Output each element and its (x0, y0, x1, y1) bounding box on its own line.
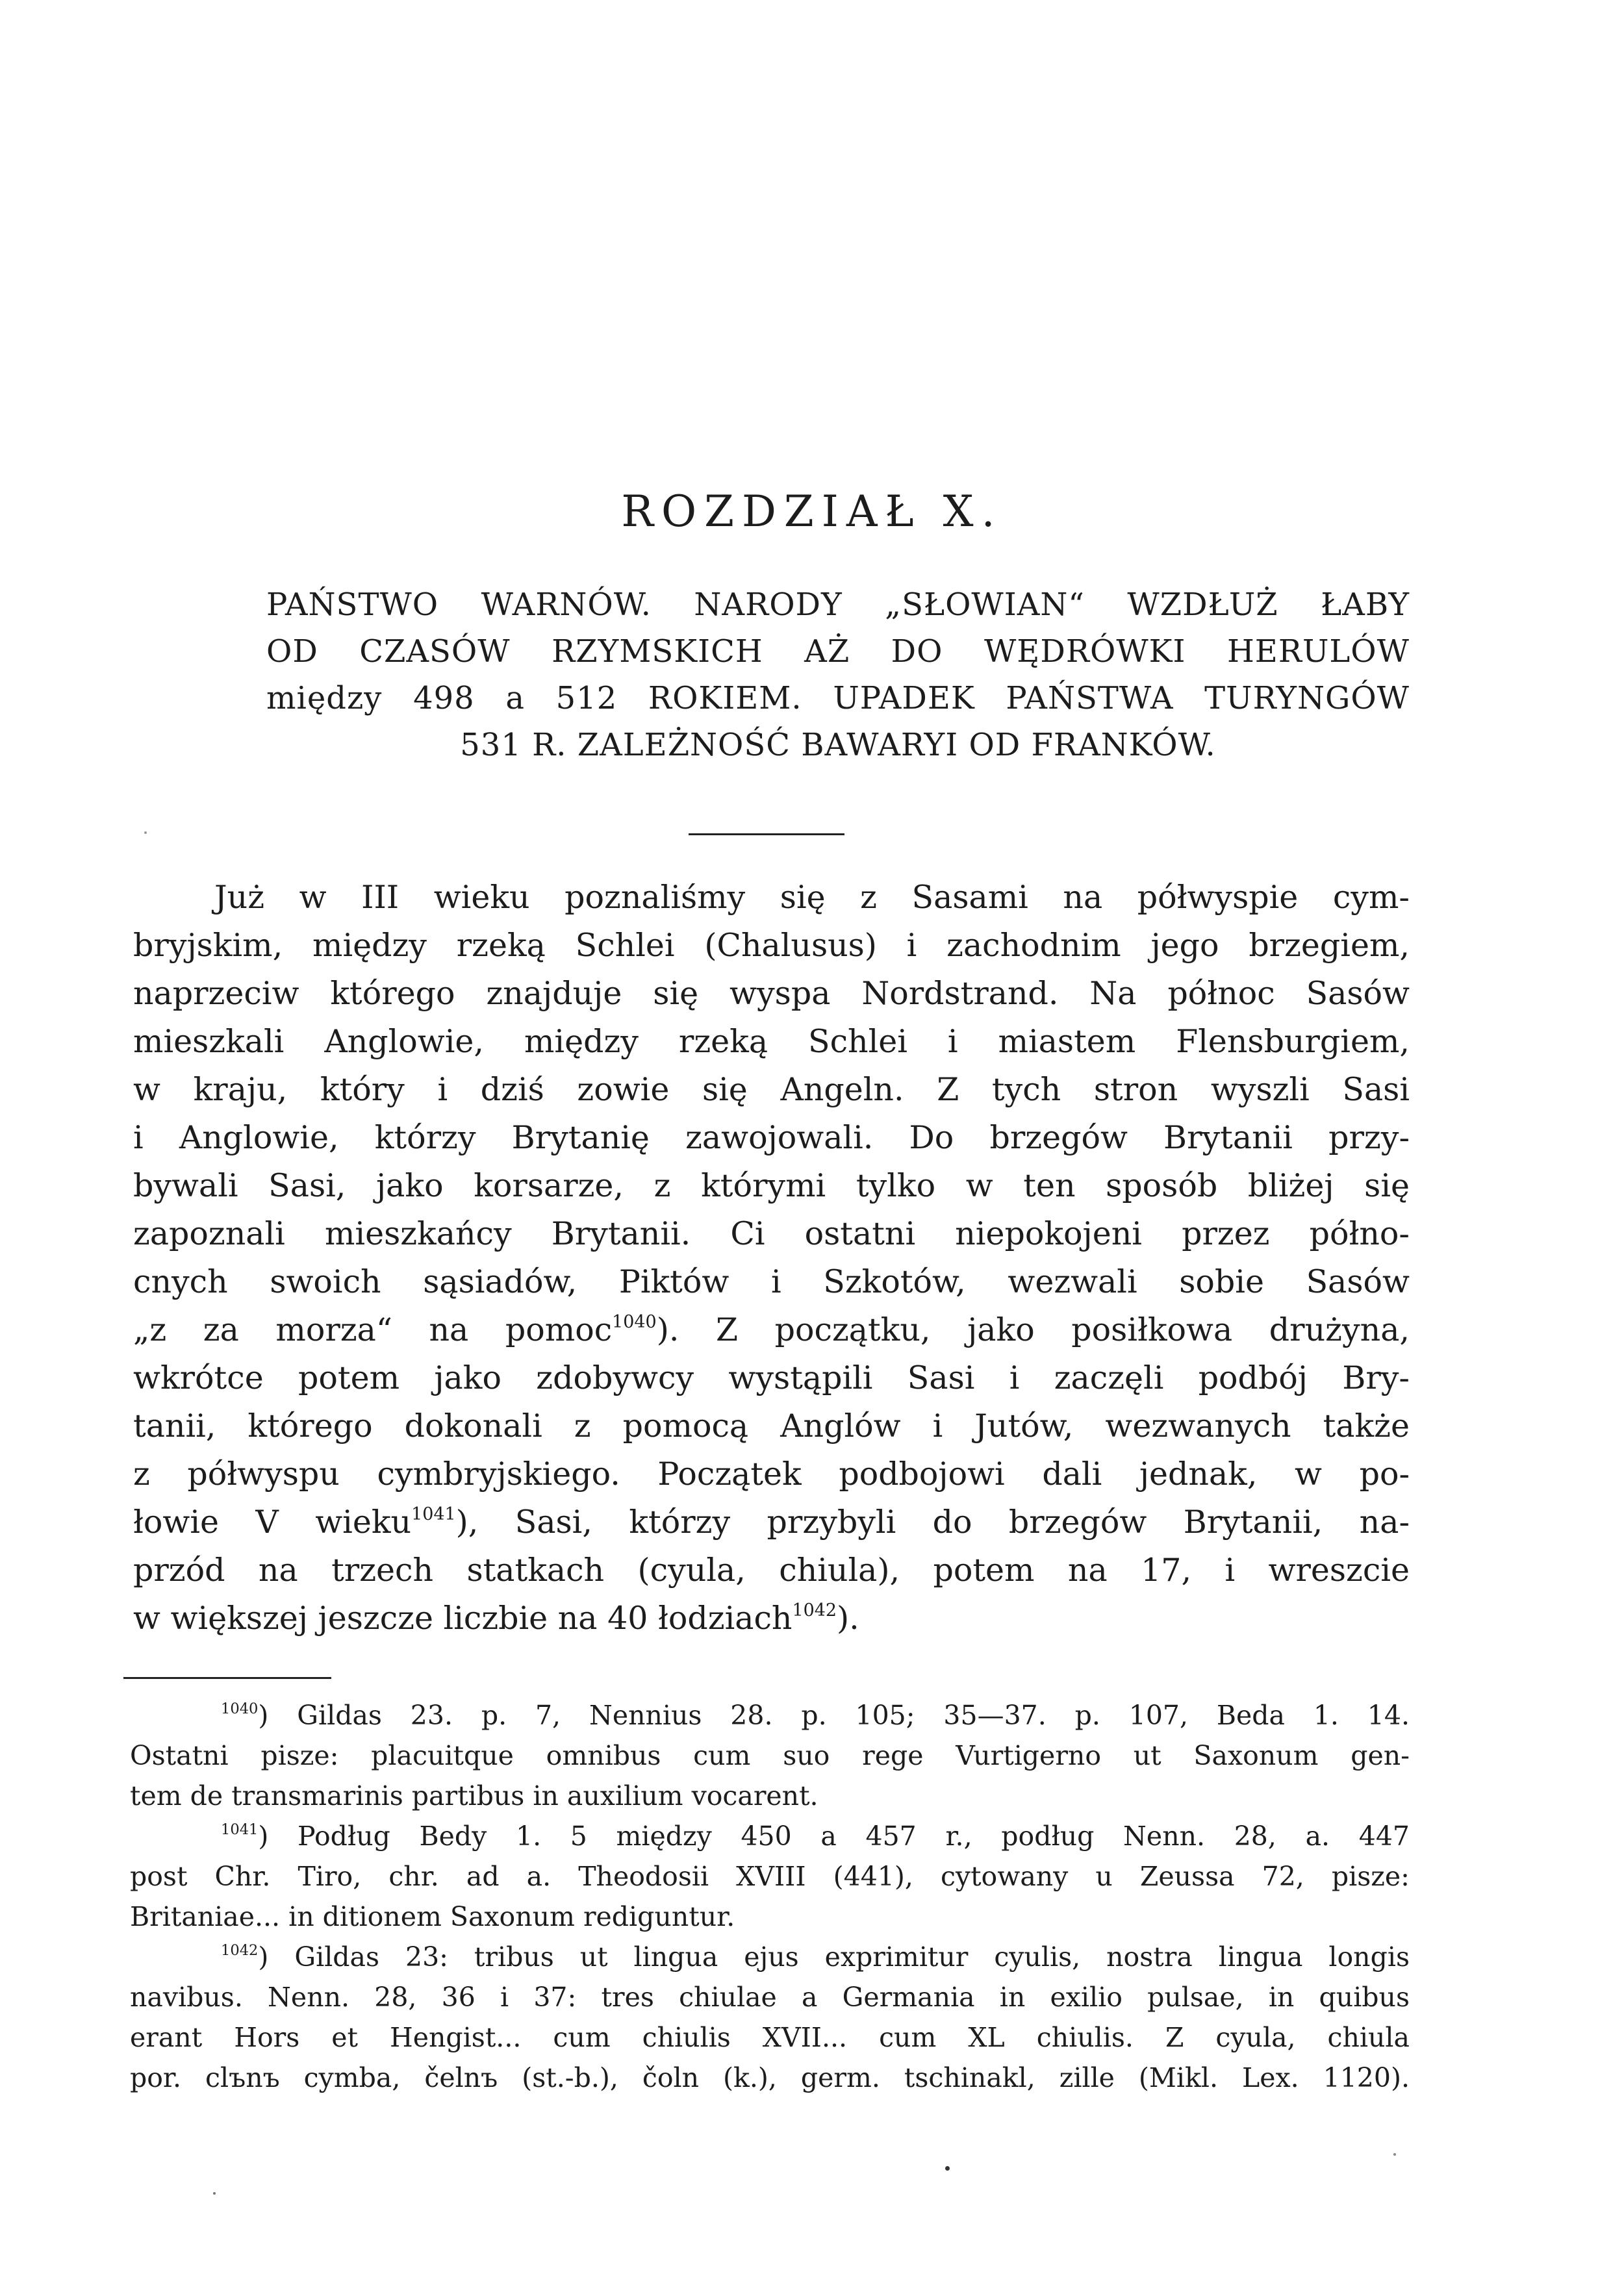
chapter-title: ROZDZIAŁ X. (621, 486, 1003, 536)
ink-speck (1393, 2153, 1396, 2156)
body-line: bryjskim, między rzeką Schlei (Chalusus) i zachodnim jego brzegiem, (133, 927, 1410, 964)
body-line: tanii, którego dokonali z pomocą Anglów i Jutów, wezwanych także (133, 1407, 1410, 1444)
ink-speck (213, 2192, 216, 2195)
body-line (133, 1306, 1410, 1354)
footnote-marker: 1042 (221, 1942, 259, 1960)
footnote-marker: 1041 (221, 1821, 259, 1839)
body-line: bywali Sasi, jako korsarze, z którymi tylko w ten sposób bliżej się (133, 1167, 1410, 1204)
footnote-line: por. clъnъ cymba, čelnъ (st.-b.), čoln (k.), germ. tschinakl, zille (Mikl. Lex. 1120). (130, 2062, 1410, 2093)
footnote-line: Ostatni pisze: placuitque omnibus cum suo rege Vurtigerno ut Saxonum gen- (130, 1740, 1410, 1771)
body-line: wkrótce potem jako zdobywcy wystąpili Sasi i zaczęli podbój Bry- (133, 1359, 1410, 1396)
body-line: przód na trzech statkach (cyula, chiula), potem na 17, i wreszcie (133, 1552, 1410, 1589)
body-text-segment: ), Sasi, którzy przybyli do brzegów Brytanii, na- (455, 1504, 1410, 1541)
subtitle-line: 531 R. ZALEŻNOŚĆ BAWARYI OD FRANKÓW. (460, 727, 1216, 763)
footnote-reference: 1042 (792, 1600, 837, 1621)
footnote-text: ) Gildas 23. p. 7, Nennius 28. p. 105; 35—37. p. 107, Beda 1. 14. (258, 1700, 1410, 1731)
body-paragraph (133, 874, 1410, 1643)
body-line: mieszkali Anglowie, między rzeką Schlei i miastem Flensburgiem, (133, 1023, 1410, 1060)
footnote-divider (123, 1677, 331, 1679)
footnote-text: ) Podług Bedy 1. 5 między 450 a 457 r., podług Nenn. 28, a. 447 (258, 1821, 1410, 1852)
subtitle-line: OD CZASÓW RZYMSKICH AŻ DO WĘDRÓWKI HERULÓW (266, 633, 1410, 670)
ink-speck (144, 831, 147, 834)
body-line: i Anglowie, którzy Brytanię zawojowali. Do brzegów Brytanii przy- (133, 1119, 1410, 1156)
body-text-segment: ). Z początku, jako posiłkowa drużyna, (656, 1311, 1410, 1348)
footnote-line: erant Hors et Hengist... cum chiulis XVII... cum XL chiulis. Z cyula, chiula (130, 2022, 1410, 2053)
body-text-segment: „z za morza“ na pomoc (133, 1311, 613, 1348)
ink-speck (945, 2166, 950, 2171)
body-line: z półwyspu cymbryjskiego. Początek podbojowi dali jednak, w po- (133, 1456, 1410, 1493)
chapter-subtitle (266, 581, 1410, 768)
footnote-line (130, 1937, 1410, 1977)
footnote-text: ) Gildas 23: tribus ut lingua ejus exprimitur cyulis, nostra lingua longis (258, 1941, 1410, 1973)
footnote-line: post Chr. Tiro, chr. ad a. Theodosii XVIII (441), cytowany u Zeussa 72, pisze: (130, 1861, 1410, 1892)
body-text-segment: łowie V wieku (133, 1504, 412, 1541)
body-line: w kraju, który i dziś zowie się Angeln. Z tych stron wyszli Sasi (133, 1071, 1410, 1108)
body-line: cnych swoich sąsiadów, Piktów i Szkotów, wezwali sobie Sasów (133, 1263, 1410, 1300)
footnote-marker: 1040 (221, 1700, 259, 1718)
footnote-line: tem de transmarinis partibus in auxilium vocarent. (130, 1780, 818, 1811)
title-divider (689, 833, 844, 835)
subtitle-line: PAŃSTWO WARNÓW. NARODY „SŁOWIAN“ WZDŁUŻ ŁABY (266, 587, 1410, 623)
footnote-reference: 1041 (411, 1504, 456, 1524)
body-text-segment: w większej jeszcze liczbie na 40 łodziach (133, 1600, 793, 1637)
footnote-line (130, 1816, 1410, 1856)
body-line: naprzeciw którego znajduje się wyspa Nordstrand. Na północ Sasów (133, 975, 1410, 1012)
body-line: zapoznali mieszkańcy Brytanii. Ci ostatni niepokojeni przez półno- (133, 1215, 1410, 1252)
footnote-reference: 1040 (612, 1311, 657, 1332)
subtitle-line: między 498 a 512 ROKIEM. UPADEK PAŃSTWA TURYNGÓW (266, 680, 1410, 716)
body-line (133, 1595, 1410, 1643)
body-text-segment: ). (837, 1600, 859, 1637)
footnote-line (130, 1695, 1410, 1735)
footnote-line: navibus. Nenn. 28, 36 i 37: tres chiulae a Germania in exilio pulsae, in quibus (130, 1982, 1410, 2013)
body-line: Już w III wieku poznaliśmy się z Sasami na półwyspie cym- (214, 879, 1410, 916)
body-line (133, 1498, 1410, 1546)
footnote-line: Britaniae... in ditionem Saxonum rediguntur. (130, 1901, 735, 1932)
footnotes (130, 1695, 1410, 2098)
